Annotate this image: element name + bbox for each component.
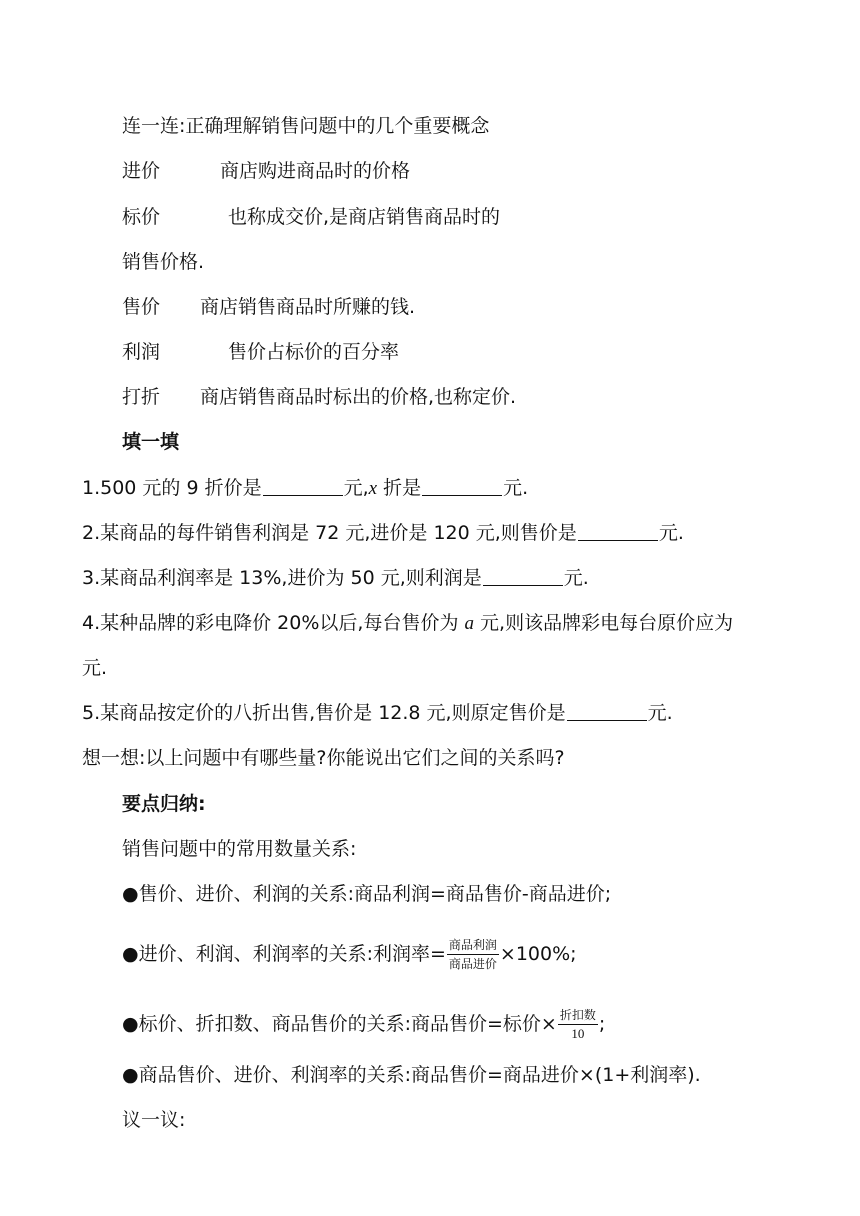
fraction: $\frac{\text{商品利润}}{\text{商品进价}}$ bbox=[448, 938, 497, 971]
question-3: 3.某商品利润率是 13%,进价为 50 元,则利润是 元. bbox=[82, 567, 589, 589]
term: 标价 bbox=[122, 206, 161, 228]
term: 打折 bbox=[122, 386, 161, 408]
answer-blank[interactable] bbox=[578, 522, 658, 541]
relation-2: ●进价、利润、利润率的关系:利润率= $\frac{\text{商品利润}}{\text{商品进价}}$ ×100%; bbox=[122, 938, 577, 971]
description: 销售价格. bbox=[122, 251, 205, 273]
relation-1: ●售价、进价、利润的关系:商品利润=商品售价-商品进价; bbox=[122, 883, 612, 905]
description: 商店销售商品时标出的价格,也称定价. bbox=[200, 386, 517, 408]
answer-blank[interactable] bbox=[567, 702, 647, 721]
question-4-continued: 元. bbox=[82, 657, 108, 679]
description: 商店销售商品时所赚的钱. bbox=[200, 296, 416, 318]
fraction: $\frac{\text{折扣数}}{10}$ bbox=[559, 1008, 596, 1041]
term: 进价 bbox=[122, 160, 161, 182]
term: 售价 bbox=[122, 296, 161, 318]
relation-4: ●商品售价、进价、利润率的关系:商品售价=商品进价×(1+利润率). bbox=[122, 1064, 701, 1086]
description: 商店购进商品时的价格 bbox=[220, 160, 411, 182]
summary-intro: 销售问题中的常用数量关系: bbox=[122, 838, 357, 860]
match-row bbox=[122, 205, 500, 229]
match-row bbox=[122, 340, 399, 364]
variable-x: x bbox=[368, 478, 378, 499]
match-heading: 连一连:正确理解销售问题中的几个重要概念 bbox=[122, 115, 490, 137]
relation-3: ●标价、折扣数、商品售价的关系:商品售价=标价× $\frac{\text{折扣数}}{10}$ ; bbox=[122, 1008, 606, 1041]
question-2: 2.某商品的每件销售利润是 72 元,进价是 120 元,则售价是 元. bbox=[82, 522, 684, 544]
answer-blank[interactable] bbox=[483, 567, 563, 586]
description: 售价占标价的百分率 bbox=[228, 341, 400, 363]
answer-blank[interactable] bbox=[263, 477, 343, 496]
question-4: 4.某种品牌的彩电降价 20%以后,每台售价为 a 元,则该品牌彩电每台原价应为 bbox=[82, 612, 734, 634]
variable-a: a bbox=[464, 613, 474, 634]
match-row bbox=[122, 159, 410, 183]
answer-blank[interactable] bbox=[422, 477, 502, 496]
match-row-continued bbox=[122, 250, 204, 274]
description: 也称成交价,是商店销售商品时的 bbox=[228, 206, 501, 228]
question-1: 1.500 元的 9 折价是 元,x 折是 元. bbox=[82, 477, 529, 499]
discuss-heading: 议一议: bbox=[122, 1109, 186, 1131]
question-5: 5.某商品按定价的八折出售,售价是 12.8 元,则原定售价是 元. bbox=[82, 702, 673, 724]
fill-heading: 填一填 bbox=[122, 431, 180, 453]
match-row bbox=[122, 385, 516, 409]
match-row bbox=[122, 295, 415, 319]
term: 利润 bbox=[122, 341, 161, 363]
summary-heading: 要点归纳: bbox=[122, 793, 206, 815]
think-prompt: 想一想:以上问题中有哪些量?你能说出它们之间的关系吗? bbox=[82, 747, 565, 769]
